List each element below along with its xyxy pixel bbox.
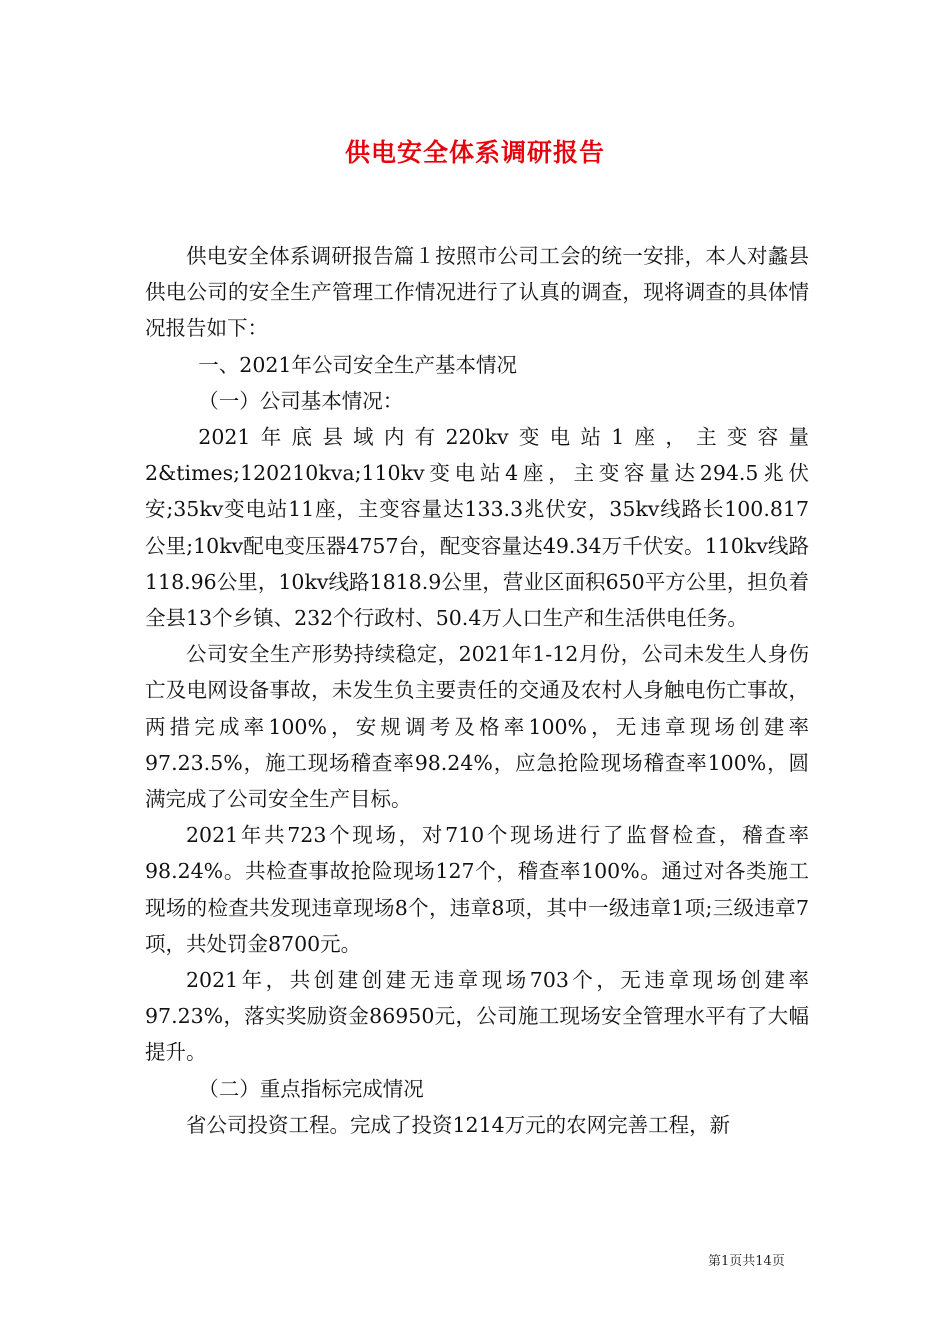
paragraph-basic-info: 2021年底县域内有220kv变电站1座，主变容量2&times;120210kva;110kv变电站4座，主变容量达294.5兆伏安;35kv变电站11座，主变容量达133.3兆伏安，35kv线路长100.817公里;10kv配电变压器4757台，配变容量达49.34万千伏安。110kv线路118.96公里，10kv线路1818.9公里，营业区面积650平方公里，担负着全县13个乡镇、232个行政村、50.4万人口生产和生活供电任务。 bbox=[145, 425, 809, 631]
paragraph-safety-status: 公司安全生产形势持续稳定，2021年1-12月份，公司未发生人身伤亡及电网设备事故，未发生负主要责任的交通及农村人身触电伤亡事故，两措完成率100%，安规调考及格率100%，无违章现场创建率97.23.5%，施工现场稽查率98.24%，应急抢险现场稽查率100%，圆满完成了公司安全生产目标。 bbox=[145, 642, 809, 812]
section-heading-1: 一、2021年公司安全生产基本情况 bbox=[198, 352, 517, 377]
paragraph-no-violation: 2021年，共创建创建无违章现场703个，无违章现场创建率97.23%，落实奖励资金86950元，公司施工现场安全管理水平有了大幅提升。 bbox=[145, 968, 809, 1065]
paragraph-inspection: 2021年共723个现场，对710个现场进行了监督检查，稽查率98.24%。共检查事故抢险现场127个，稽查率100%。通过对各类施工现场的检查共发现违章现场8个，违章8项，其中一级违章1项;三级违章7项，共处罚金8700元。 bbox=[145, 823, 809, 956]
page-title: 供电安全体系调研报告 bbox=[344, 138, 605, 167]
page-number: 第1页共14页 bbox=[708, 1254, 785, 1269]
subsection-heading-2: （二）重点指标完成情况 bbox=[198, 1076, 424, 1101]
paragraph-investment: 省公司投资工程。完成了投资1214万元的农网完善工程，新 bbox=[186, 1112, 731, 1137]
subsection-heading-1: （一）公司基本情况： bbox=[198, 388, 404, 413]
paragraph-intro: 供电安全体系调研报告篇１按照市公司工会的统一安排，本人对蠡县供电公司的安全生产管理工作情况进行了认真的调查，现将调查的具体情况报告如下： bbox=[145, 244, 809, 341]
document-body bbox=[145, 238, 809, 1143]
